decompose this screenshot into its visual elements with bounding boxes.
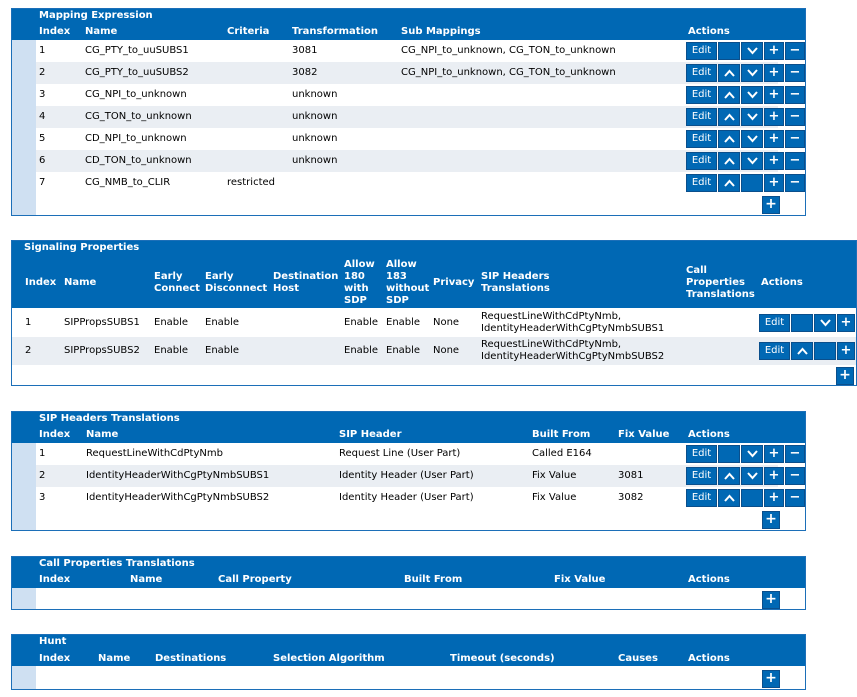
delete-row-button[interactable]: −	[785, 467, 805, 485]
insert-row-button[interactable]: +	[837, 314, 855, 332]
col-index: Index	[39, 574, 71, 585]
row-early-disconnect: Enable	[205, 345, 240, 356]
row-name: RequestLineWithCdPtyNmb	[86, 448, 223, 459]
row-fix-value: 3082	[618, 492, 644, 503]
chevron-down-icon	[747, 113, 758, 121]
row-index: 1	[39, 45, 46, 56]
row-built-from: Called E164	[532, 448, 592, 459]
chevron-down-icon	[747, 91, 758, 99]
move-up-button[interactable]	[718, 64, 740, 82]
chevron-up-icon	[724, 135, 735, 143]
delete-row-button[interactable]: −	[785, 489, 805, 507]
col-call-properties-translations: Call Properties Translations	[686, 265, 755, 300]
chevron-up-icon	[724, 69, 735, 77]
move-up-button[interactable]	[718, 130, 740, 148]
row-name: CG_NMB_to_CLIR	[85, 177, 171, 188]
move-up-placeholder	[791, 314, 813, 332]
insert-row-button[interactable]: +	[764, 445, 784, 463]
col-index: Index	[39, 26, 71, 37]
move-down-button[interactable]	[814, 314, 836, 332]
move-down-button[interactable]	[741, 467, 763, 485]
row-sip-header: Identity Header (User Part)	[339, 470, 474, 481]
row-allow-180: Enable	[344, 317, 379, 328]
add-hunt-button[interactable]: +	[762, 670, 780, 688]
call-properties-translations-panel	[11, 556, 806, 610]
chevron-up-icon	[797, 347, 808, 355]
move-up-placeholder	[718, 42, 740, 60]
row-early-connect: Enable	[154, 345, 189, 356]
col-sip-headers-translations: SIP Headers Translations	[481, 271, 550, 294]
chevron-up-icon	[724, 179, 735, 187]
col-sub-mappings: Sub Mappings	[401, 26, 481, 37]
row-early-connect: Enable	[154, 317, 189, 328]
row-sip-header: Identity Header (User Part)	[339, 492, 474, 503]
row-privacy: None	[433, 345, 460, 356]
row-index: 7	[39, 177, 46, 188]
hunt-panel	[11, 634, 806, 690]
move-up-placeholder	[718, 445, 740, 463]
edit-button[interactable]: Edit	[686, 152, 717, 170]
hunt-title: Hunt	[39, 636, 67, 647]
col-actions: Actions	[688, 574, 730, 585]
row-index: 5	[39, 133, 46, 144]
col-destinations: Destinations	[155, 653, 227, 664]
move-up-button[interactable]	[718, 174, 740, 192]
insert-row-button[interactable]: +	[764, 130, 784, 148]
col-fix-value: Fix Value	[618, 429, 670, 440]
move-down-button[interactable]	[741, 86, 763, 104]
row-index: 3	[39, 492, 46, 503]
col-actions: Actions	[688, 653, 730, 664]
row-sip-headers-translations	[481, 339, 664, 363]
table-row	[36, 443, 801, 465]
delete-row-button[interactable]: −	[785, 42, 805, 60]
insert-row-button[interactable]: +	[764, 152, 784, 170]
delete-row-button[interactable]: −	[785, 152, 805, 170]
insert-row-button[interactable]: +	[764, 42, 784, 60]
add-signaling-button[interactable]: +	[836, 367, 854, 385]
col-index: Index	[25, 277, 57, 288]
chevron-down-icon	[747, 450, 758, 458]
row-sub-mappings: CG_NPI_to_unknown, CG_TON_to_unknown	[401, 45, 616, 56]
row-transformation: 3082	[292, 67, 318, 78]
sip-headers-translations-panel	[11, 411, 806, 531]
move-up-button[interactable]	[718, 467, 740, 485]
move-up-button[interactable]	[718, 152, 740, 170]
chevron-up-icon	[724, 113, 735, 121]
insert-row-button[interactable]: +	[837, 342, 855, 360]
chevron-up-icon	[724, 472, 735, 480]
table-row	[36, 150, 801, 172]
row-name: CD_NPI_to_unknown	[85, 133, 187, 144]
col-name: Name	[85, 26, 118, 37]
row-name: CG_TON_to_unknown	[85, 111, 192, 122]
row-name: SIPPropsSUBS1	[64, 317, 140, 328]
col-transformation: Transformation	[292, 26, 378, 37]
table-row	[12, 309, 856, 337]
row-sip-headers-translations	[481, 311, 664, 335]
insert-row-button[interactable]: +	[764, 108, 784, 126]
hunt-side-strip	[12, 666, 36, 689]
chevron-down-icon	[747, 69, 758, 77]
col-timeout: Timeout (seconds)	[450, 653, 555, 664]
col-index: Index	[39, 653, 71, 664]
row-transformation: unknown	[292, 111, 338, 122]
row-privacy: None	[433, 317, 460, 328]
row-name: SIPPropsSUBS2	[64, 345, 140, 356]
insert-row-button[interactable]: +	[764, 489, 784, 507]
move-down-button[interactable]	[741, 64, 763, 82]
row-index: 2	[25, 345, 32, 356]
chevron-down-icon	[820, 319, 831, 327]
col-name: Name	[64, 277, 97, 288]
row-fix-value: 3081	[618, 470, 644, 481]
col-early-connect: Early Connect	[154, 271, 200, 294]
move-up-button[interactable]	[718, 108, 740, 126]
row-name: IdentityHeaderWithCgPtyNmbSUBS1	[86, 470, 270, 481]
delete-row-button[interactable]: −	[785, 86, 805, 104]
delete-row-button[interactable]: −	[785, 108, 805, 126]
col-privacy: Privacy	[433, 277, 475, 288]
table-row	[36, 106, 801, 128]
table-row	[36, 84, 801, 106]
edit-button[interactable]: Edit	[686, 174, 717, 192]
move-up-button[interactable]	[791, 342, 813, 360]
row-built-from: Fix Value	[532, 492, 577, 503]
edit-button[interactable]: Edit	[686, 467, 717, 485]
row-name: CD_TON_to_unknown	[85, 155, 192, 166]
table-row	[36, 128, 801, 150]
chevron-down-icon	[747, 135, 758, 143]
chevron-up-icon	[724, 157, 735, 165]
row-transformation: 3081	[292, 45, 318, 56]
col-fix-value: Fix Value	[554, 574, 606, 585]
mapping-side-strip	[12, 40, 36, 215]
delete-row-button[interactable]: −	[785, 64, 805, 82]
col-allow-180: Allow 180 with SDP	[344, 259, 375, 306]
sip-header-ref: IdentityHeaderWithCgPtyNmbSUBS1	[481, 323, 665, 334]
col-actions: Actions	[688, 26, 730, 37]
row-transformation: unknown	[292, 133, 338, 144]
col-name: Name	[130, 574, 163, 585]
signaling-properties-panel	[11, 240, 857, 386]
row-name: CG_PTY_to_uuSUBS1	[85, 45, 189, 56]
edit-button[interactable]: Edit	[686, 42, 717, 60]
col-selection-algorithm: Selection Algorithm	[273, 653, 385, 664]
edit-button[interactable]: Edit	[686, 86, 717, 104]
chevron-down-icon	[747, 472, 758, 480]
chevron-up-icon	[724, 91, 735, 99]
move-up-button[interactable]	[718, 86, 740, 104]
edit-button[interactable]: Edit	[686, 130, 717, 148]
row-allow-183: Enable	[386, 317, 421, 328]
row-allow-180: Enable	[344, 345, 379, 356]
call-properties-title: Call Properties Translations	[39, 558, 195, 569]
row-transformation: unknown	[292, 89, 338, 100]
row-index: 1	[39, 448, 46, 459]
row-allow-183: Enable	[386, 345, 421, 356]
mapping-expression-panel	[11, 8, 806, 216]
table-row	[36, 487, 801, 509]
row-name: CG_NPI_to_unknown	[85, 89, 187, 100]
add-call-property-button[interactable]: +	[762, 591, 780, 609]
col-actions: Actions	[688, 429, 730, 440]
col-index: Index	[39, 429, 71, 440]
chevron-down-icon	[747, 157, 758, 165]
table-row	[36, 40, 801, 62]
move-down-button[interactable]	[741, 445, 763, 463]
edit-button[interactable]: Edit	[686, 108, 717, 126]
col-built-from: Built From	[404, 574, 463, 585]
col-causes: Causes	[618, 653, 658, 664]
move-down-placeholder	[814, 342, 836, 360]
row-index: 2	[39, 67, 46, 78]
add-sip-header-button[interactable]: +	[762, 511, 780, 529]
col-allow-183: Allow 183 without SDP	[386, 259, 430, 306]
table-row	[12, 337, 856, 365]
move-up-button[interactable]	[718, 489, 740, 507]
sip-headers-side-strip	[12, 443, 36, 530]
chevron-down-icon	[747, 47, 758, 55]
edit-button[interactable]: Edit	[686, 445, 717, 463]
insert-row-button[interactable]: +	[764, 64, 784, 82]
signaling-title: Signaling Properties	[24, 242, 140, 253]
insert-row-button[interactable]: +	[764, 86, 784, 104]
col-criteria: Criteria	[227, 26, 270, 37]
edit-button[interactable]: Edit	[759, 314, 790, 332]
chevron-up-icon	[724, 494, 735, 502]
row-built-from: Fix Value	[532, 470, 577, 481]
move-down-button[interactable]	[741, 152, 763, 170]
insert-row-button[interactable]: +	[764, 467, 784, 485]
col-built-from: Built From	[532, 429, 591, 440]
add-mapping-button[interactable]: +	[762, 196, 780, 214]
move-down-button[interactable]	[741, 108, 763, 126]
col-early-disconnect: Early Disconnect	[205, 271, 268, 294]
row-transformation: unknown	[292, 155, 338, 166]
delete-row-button[interactable]: −	[785, 174, 805, 192]
row-index: 2	[39, 470, 46, 481]
mapping-title: Mapping Expression	[39, 10, 153, 21]
col-actions: Actions	[761, 277, 803, 288]
col-name: Name	[98, 653, 131, 664]
col-destination-host: Destination Host	[273, 271, 339, 294]
table-row	[36, 172, 801, 194]
edit-button[interactable]: Edit	[686, 489, 717, 507]
col-call-property: Call Property	[218, 574, 292, 585]
sip-header-ref: RequestLineWithCdPtyNmb,	[481, 339, 622, 350]
delete-row-button[interactable]: −	[785, 130, 805, 148]
row-name: IdentityHeaderWithCgPtyNmbSUBS2	[86, 492, 270, 503]
edit-button[interactable]: Edit	[759, 342, 790, 360]
row-criteria: restricted	[227, 177, 275, 188]
row-sub-mappings: CG_NPI_to_unknown, CG_TON_to_unknown	[401, 67, 616, 78]
row-name: CG_PTY_to_uuSUBS2	[85, 67, 189, 78]
sip-header-ref: RequestLineWithCdPtyNmb,	[481, 311, 622, 322]
insert-row-button[interactable]: +	[764, 174, 784, 192]
call-properties-side-strip	[12, 588, 36, 609]
edit-button[interactable]: Edit	[686, 64, 717, 82]
sip-headers-title: SIP Headers Translations	[39, 413, 180, 424]
row-sip-header: Request Line (User Part)	[339, 448, 461, 459]
col-name: Name	[86, 429, 119, 440]
table-row	[36, 62, 801, 84]
sip-header-ref: IdentityHeaderWithCgPtyNmbSUBS2	[481, 351, 665, 362]
delete-row-button[interactable]: −	[785, 445, 805, 463]
row-index: 6	[39, 155, 46, 166]
table-row	[36, 465, 801, 487]
hunt-header	[12, 635, 805, 666]
row-early-disconnect: Enable	[205, 317, 240, 328]
move-down-button[interactable]	[741, 130, 763, 148]
row-index: 1	[25, 317, 32, 328]
move-down-placeholder	[741, 489, 763, 507]
row-index: 3	[39, 89, 46, 100]
col-sip-header: SIP Header	[339, 429, 402, 440]
row-index: 4	[39, 111, 46, 122]
move-down-button[interactable]	[741, 42, 763, 60]
move-down-placeholder	[741, 174, 763, 192]
